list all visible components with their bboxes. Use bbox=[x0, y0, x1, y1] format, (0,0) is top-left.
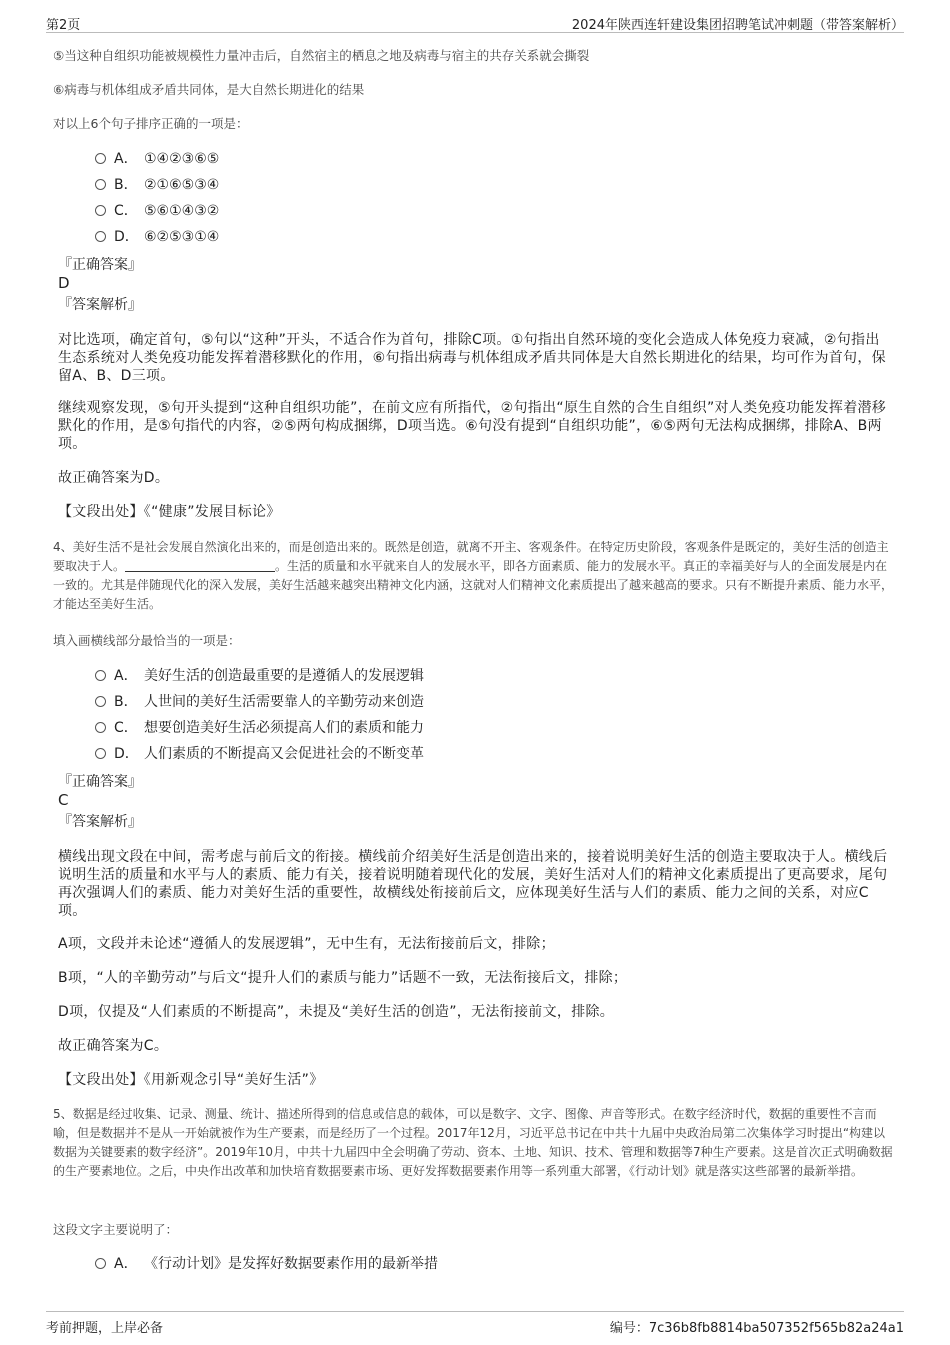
correct-answer-label: 『正确答案』 bbox=[58, 774, 142, 790]
source-citation: 【文段出处】《用新观念引导“美好生活”》 bbox=[58, 1072, 324, 1088]
page-header bbox=[46, 12, 904, 33]
option-a[interactable]: A． 《行动计划》是发挥好数据要素作用的最新举措 bbox=[95, 1254, 438, 1274]
option-c[interactable]: C． 想要创造美好生活必须提高人们的素质和能力 bbox=[95, 718, 424, 738]
radio-icon[interactable] bbox=[95, 1258, 106, 1269]
correct-answer: C bbox=[58, 791, 69, 809]
page-number: 第2页 bbox=[46, 18, 81, 33]
radio-icon[interactable] bbox=[95, 231, 106, 242]
question-prompt: 填入画横线部分最恰当的一项是： bbox=[53, 633, 241, 648]
analysis-option-d: D项，仅提及“人们素质的不断提高”，未提及“美好生活的创造”，无法衔接前文，排除。 bbox=[58, 1004, 615, 1020]
option-b[interactable]: B． 人世间的美好生活需要靠人的辛勤劳动来创造 bbox=[95, 692, 424, 712]
radio-icon[interactable] bbox=[95, 722, 106, 733]
analysis-label: 『答案解析』 bbox=[58, 814, 142, 830]
radio-icon[interactable] bbox=[95, 670, 106, 681]
option-a[interactable]: A． ①④②③⑥⑤ bbox=[95, 149, 219, 169]
radio-icon[interactable] bbox=[95, 205, 106, 216]
radio-icon[interactable] bbox=[95, 153, 106, 164]
correct-answer: D bbox=[58, 274, 70, 292]
sentence-6: ⑥病毒与机体组成矛盾共同体，是大自然长期进化的结果 bbox=[53, 82, 365, 97]
option-b[interactable]: B． ②①⑥⑤③④ bbox=[95, 175, 219, 195]
option-c[interactable]: C． ⑤⑥①④③② bbox=[95, 201, 219, 221]
option-d[interactable]: D． ⑥②⑤③①④ bbox=[95, 227, 219, 247]
correct-answer-label: 『正确答案』 bbox=[58, 257, 142, 273]
analysis-option-a: A项，文段并未论述“遵循人的发展逻辑”，无中生有，无法衔接前后文，排除； bbox=[58, 936, 555, 952]
analysis-option-b: B项，“人的辛勤劳动”与后文“提升人们的素质与能力”话题不一致，无法衔接后文，排除； bbox=[58, 970, 628, 986]
footer-slogan: 考前押题，上岸必备 bbox=[46, 1321, 164, 1336]
fill-in-blank bbox=[125, 559, 275, 572]
sentence-5: ⑤当这种自组织功能被规模性力量冲击后，自然宿主的栖息之地及病毒与宿主的共存关系就会撕裂 bbox=[53, 48, 590, 63]
question-prompt: 对以上6个句子排序正确的一项是： bbox=[53, 116, 249, 131]
radio-icon[interactable] bbox=[95, 696, 106, 707]
source-citation: 【文段出处】《“健康”发展目标论》 bbox=[58, 504, 281, 520]
analysis-paragraph: 横线出现文段在中间，需考虑与前后文的衔接。横线前介绍美好生活是创造出来的，接着说明美好生活的创造主要取决于人。横线后说明生活的质量和水平与人的素质、能力有关，接着说明随着现代化的发展，美好生活对人们的精神文化素质提出了更高要求，尾句再次强调人们的素质、能力对美好生活的重要性，故横线处衔接前后文，应体现美好生活与人们的素质、能力之间的关系，对应C项。 bbox=[58, 849, 888, 919]
option-a[interactable]: A． 美好生活的创造最重要的是遵循人的发展逻辑 bbox=[95, 666, 424, 686]
question-prompt: 这段文字主要说明了： bbox=[53, 1222, 179, 1237]
analysis-paragraph: 对比选项，确定首句，⑤句以“这种”开头，不适合作为首句，排除C项。①句指出自然环境的变化会造成人体免疫力衰减，②句指出生态系统对人类免疫功能发挥着潜移默化的作用，⑥句指出病毒与机体组成矛盾共同体是大自然长期进化的结果，均可作为首句，保留A、B、D三项。 bbox=[58, 332, 886, 384]
radio-icon[interactable] bbox=[95, 179, 106, 190]
document-id: 编号：7c36b8fb8814ba507352f565b82a24a1 bbox=[609, 1321, 904, 1336]
analysis-paragraph: 继续观察发现，⑤句开头提到“这种自组织功能”，在前文应有所指代，②句指出“原生自然的合生自组织”对人类免疫功能发挥着潜移默化的作用，是⑤句指代的内容，②⑤两句构成捆绑，D项当选。⑥句没有提到“自组织功能”，⑥⑤两句无法构成捆绑，排除A、B两项。 bbox=[58, 400, 887, 452]
document-title: 2024年陕西连轩建设集团招聘笔试冲刺题（带答案解析） bbox=[571, 18, 904, 33]
question-stem: 4、美好生活不是社会发展自然演化出来的，而是创造出来的。既然是创造，就离不开主、客观条件。在特定历史阶段，客观条件是既定的，美好生活的创造主要取决于人。 。生活的质量和水平就来自人的发展水平，即各方面素质、能力的发展水平。真正的幸福美好与人的全面发展是内在一致的。尤其是伴随现代化的深入发展，美好生活越来越突出精神文化内涵，这就对人们精神文化素质提出了越来越高的要求。只有不断提升素质、能力水平，才能达至美好生活。 bbox=[53, 540, 894, 611]
radio-icon[interactable] bbox=[95, 748, 106, 759]
question-stem: 5、数据是经过收集、记录、测量、统计、描述所得到的信息或信息的载体，可以是数字、文字、图像、声音等形式。在数字经济时代，数据的重要性不言而喻，但是数据并不是从一开始就被作为生产要素，而是经历了一个过程。2017年12月，习近平总书记在中共十九届中央政治局第二次集体学习时提出“构建以数据为关键要素的数字经济”。2019年10月，中共十九届四中全会明确了劳动、资本、土地、知识、技术、管理和数据等7种生产要素。这是首次正式明确数据的生产要素地位。之后，中央作出改革和加快培育数据要素市场、更好发挥数据要素作用等一系列重大部署，《行动计划》就是落实这些部署的最新举措。 bbox=[53, 1107, 893, 1178]
analysis-conclusion: 故正确答案为C。 bbox=[58, 1038, 169, 1054]
page-footer bbox=[46, 1311, 904, 1336]
analysis-conclusion: 故正确答案为D。 bbox=[58, 470, 170, 486]
option-d[interactable]: D． 人们素质的不断提高又会促进社会的不断变革 bbox=[95, 744, 424, 764]
analysis-label: 『答案解析』 bbox=[58, 297, 142, 313]
